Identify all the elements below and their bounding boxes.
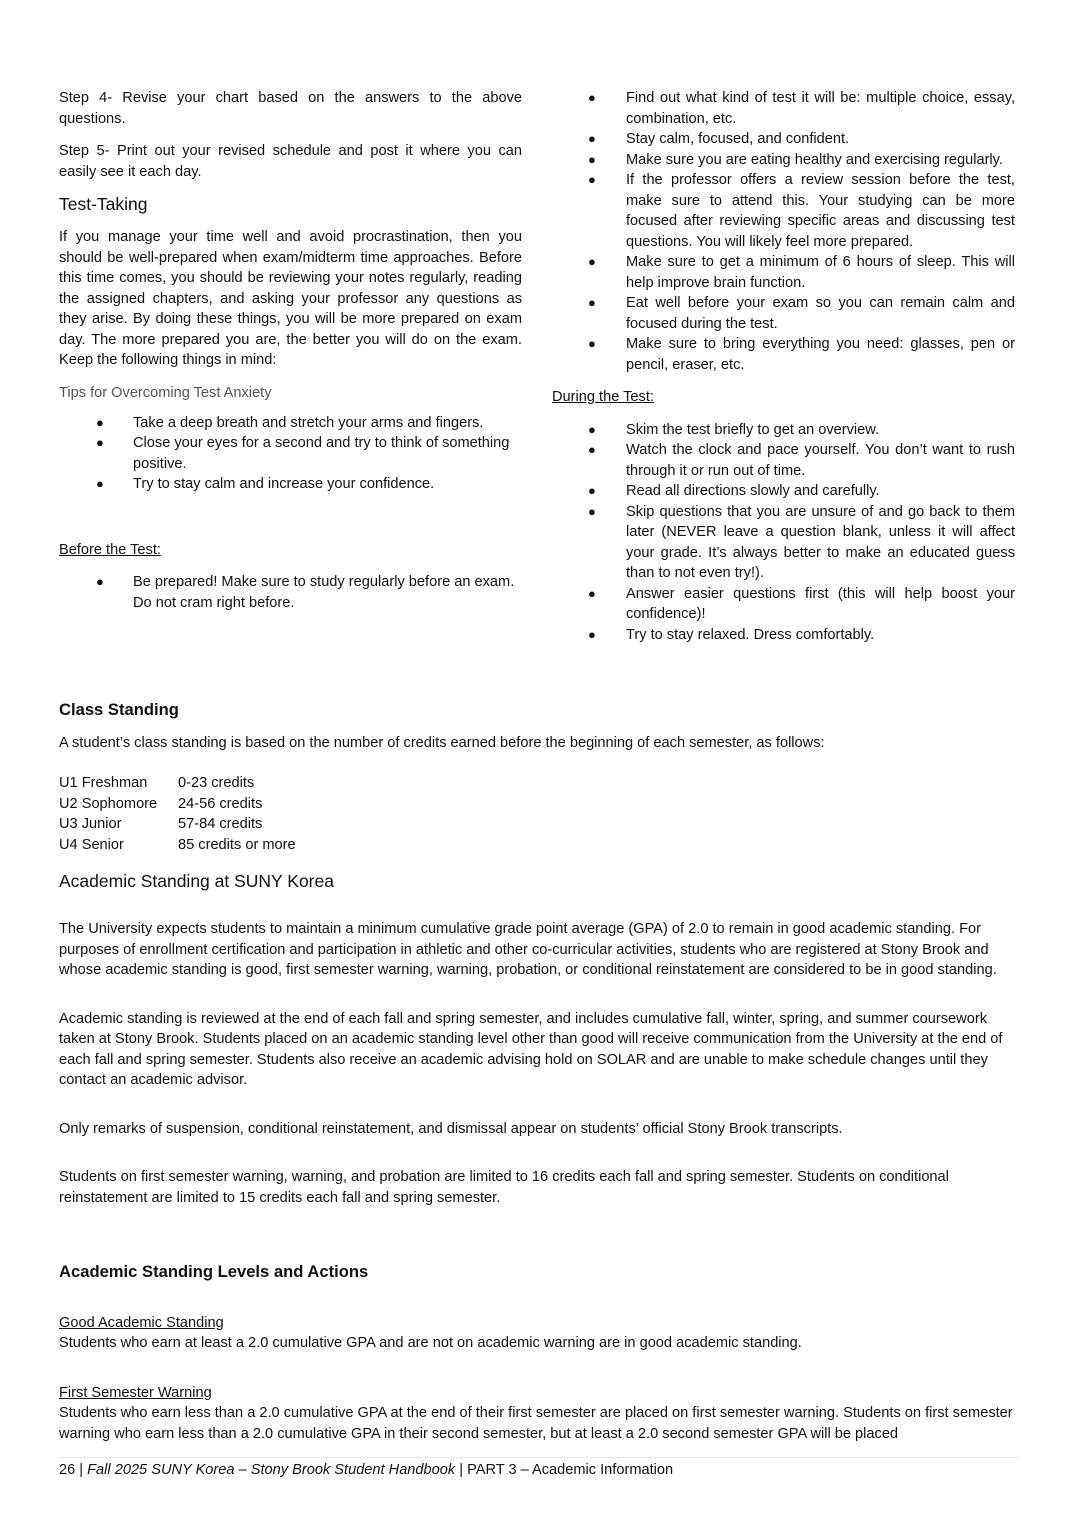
standing-credits: 85 credits or more	[178, 836, 296, 853]
list-item-text: Eat well before your exam so you can remain calm and focused during the test.	[626, 295, 1015, 332]
right-column	[552, 88, 1015, 645]
list-item	[59, 413, 522, 434]
list-item-text: Try to stay relaxed. Dress comfortably.	[626, 626, 875, 643]
bullet-icon: ●	[588, 585, 596, 601]
bullet-icon: ●	[588, 421, 596, 437]
academic-standing-para-3: Only remarks of suspension, conditional reinstatement, and dismissal appear on students’ official Stony Brook transcripts.	[59, 1120, 843, 1137]
before-test-heading: Before the Test:	[59, 541, 161, 558]
before-test-list	[59, 572, 522, 613]
first-semester-warning-text: Students who earn less than a 2.0 cumulative GPA at the end of their first semester are placed on first semester warning. Students on first semester warning who earn less than a 2.0 cumulative GPA in their second semester, but at least a 2.0 second semester GPA will be placed	[59, 1405, 1013, 1442]
during-test-list	[552, 420, 1015, 646]
tips-list	[59, 413, 522, 495]
tips-heading: Tips for Overcoming Test Anxiety	[59, 384, 272, 401]
bullet-icon: ●	[96, 574, 104, 589]
standing-credits: 57-84 credits	[178, 816, 263, 832]
bullet-icon: ●	[96, 414, 104, 430]
footer-separator: |	[455, 1462, 468, 1478]
academic-standing-section	[59, 869, 1019, 1208]
table-row	[59, 794, 1019, 815]
bullet-icon: ●	[588, 442, 596, 457]
list-item-text: Find out what kind of test it will be: multiple choice, essay, combination, etc.	[626, 90, 1015, 127]
standing-levels-heading: Academic Standing Levels and Actions	[59, 1262, 369, 1281]
standing-level: U1 Freshman	[59, 775, 148, 791]
standing-credits: 24-56 credits	[178, 795, 263, 812]
list-item	[59, 572, 522, 613]
bullet-icon: ●	[588, 151, 596, 167]
list-item	[59, 433, 522, 474]
handbook-title: Fall 2025 SUNY Korea – Stony Brook Student Handbook	[87, 1462, 456, 1478]
list-item	[552, 293, 1015, 334]
list-item-text: Close your eyes for a second and try to think of something positive.	[133, 435, 510, 472]
page-number: 26	[59, 1462, 76, 1478]
footer-divider	[59, 1457, 1019, 1458]
class-standing-section	[59, 700, 1019, 855]
list-item-text: Skip questions that you are unsure of and go back to them later (NEVER leave a question blank, unless it will affect your grade. It’s always better to make an educated guess than to not even try!).	[626, 503, 1015, 581]
list-item	[552, 481, 1015, 502]
bullet-icon: ●	[588, 626, 596, 642]
step-5-text: Step 5- Print out your revised schedule and post it where you can easily see it each day.	[59, 143, 522, 180]
good-standing-text: Students who earn at least a 2.0 cumulative GPA and are not on academic warning are in good academic standing.	[59, 1335, 802, 1351]
standing-level: U3 Junior	[59, 816, 122, 832]
list-item-text: Make sure to bring everything you need: glasses, pen or pencil, eraser, etc.	[626, 336, 1015, 373]
bullet-icon: ●	[588, 172, 596, 187]
list-item-text: Make sure to get a minimum of 6 hours of sleep. This will help improve brain function.	[626, 254, 1015, 291]
step-4-text: Step 4- Revise your chart based on the answers to the above questions.	[59, 90, 522, 127]
left-column	[59, 88, 522, 613]
list-item	[552, 170, 1015, 252]
table-row	[59, 835, 1019, 856]
list-item	[552, 88, 1015, 129]
list-item	[552, 129, 1015, 150]
list-item	[552, 584, 1015, 625]
table-row	[59, 814, 1019, 835]
list-item	[59, 474, 522, 495]
academic-standing-para-4: Students on first semester warning, warning, and probation are limited to 16 credits each fall and spring semester. Students on conditional reinstatement are limited to 15 credits each fall and spring semester.	[59, 1169, 949, 1206]
bullet-icon: ●	[588, 295, 596, 310]
bullet-icon: ●	[96, 435, 104, 450]
bullet-icon: ●	[588, 131, 596, 146]
before-test-list-continued	[552, 88, 1015, 375]
academic-standing-heading: Academic Standing at SUNY Korea	[59, 871, 334, 891]
bullet-icon: ●	[588, 254, 596, 269]
list-item-text: Read all directions slowly and carefully.	[626, 483, 880, 499]
list-item-text: Watch the clock and pace yourself. You don’t want to rush through it or run out of time.	[626, 442, 1015, 479]
test-taking-heading: Test-Taking	[59, 194, 148, 214]
bullet-icon: ●	[588, 503, 596, 519]
standing-level: U2 Sophomore	[59, 795, 158, 812]
academic-standing-para-1: The University expects students to maintain a minimum cumulative grade point average (GPA) of 2.0 to remain in good academic standing. For purposes of enrollment certification and participation in athletic and other co-curricular activities, students who are registered at Stony Brook and whose academic standing is good, first semester warning, warning, probation, or conditional reinstatement are considered to be in good standing.	[59, 921, 997, 978]
list-item-text: Make sure you are eating healthy and exercising regularly.	[626, 151, 1003, 168]
list-item-text: Take a deep breath and stretch your arms and fingers.	[133, 414, 484, 431]
standing-credits: 0-23 credits	[178, 775, 255, 791]
test-taking-paragraph: If you manage your time well and avoid procrastination, then you should be well-prepared when exam/midterm time approaches. Before this time comes, you should be reviewing your notes regularly, reading the assigned chapters, and asking your professor any questions as they arise. By doing these things, you will be more prepared on exam day. The more prepared you are, the better you will do on the exam. Keep the following things in mind:	[59, 229, 522, 368]
class-standing-heading: Class Standing	[59, 700, 179, 719]
bullet-icon: ●	[588, 483, 596, 498]
standing-level: U4 Senior	[59, 836, 124, 853]
list-item-text: Try to stay calm and increase your confidence.	[133, 476, 435, 492]
list-item	[552, 502, 1015, 584]
table-row	[59, 773, 1019, 794]
good-standing-heading: Good Academic Standing	[59, 1314, 224, 1331]
list-item-text: Skim the test briefly to get an overview.	[626, 421, 880, 438]
list-item	[552, 150, 1015, 171]
footer-separator: |	[75, 1462, 88, 1478]
list-item-text: Answer easier questions first (this will help boost your confidence)!	[626, 585, 1015, 622]
bullet-icon: ●	[96, 476, 104, 491]
list-item	[552, 625, 1015, 646]
list-item	[552, 440, 1015, 481]
page-footer	[59, 1460, 1019, 1480]
list-item-text: Stay calm, focused, and confident.	[626, 131, 850, 147]
bullet-icon: ●	[588, 336, 596, 351]
standing-levels-section	[59, 1262, 1019, 1444]
list-item-text: If the professor offers a review session before the test, make sure to attend this. Your studying can be more focused after reviewing specific areas and discussing test questions. You will likely feel more prepared.	[626, 172, 1015, 250]
list-item	[552, 420, 1015, 441]
during-test-heading: During the Test:	[552, 389, 654, 405]
bullet-icon: ●	[588, 90, 596, 105]
academic-standing-para-2: Academic standing is reviewed at the end of each fall and spring semester, and includes cumulative fall, winter, spring, and summer coursework taken at Stony Brook. Students placed on an academic standing level other than good will receive communication from the University at the end of each fall and spring semester. Students also receive an academic advising hold on SOLAR and are unable to make schedule changes until they contact an academic advisor.	[59, 1010, 1003, 1088]
list-item	[552, 334, 1015, 375]
section-title: PART 3 – Academic Information	[467, 1462, 674, 1478]
list-item-text: Be prepared! Make sure to study regularly before an exam. Do not cram right before.	[133, 574, 515, 611]
class-standing-intro: A student’s class standing is based on the number of credits earned before the beginning of each semester, as follows:	[59, 734, 825, 751]
first-semester-warning-heading: First Semester Warning	[59, 1384, 212, 1401]
list-item	[552, 252, 1015, 293]
